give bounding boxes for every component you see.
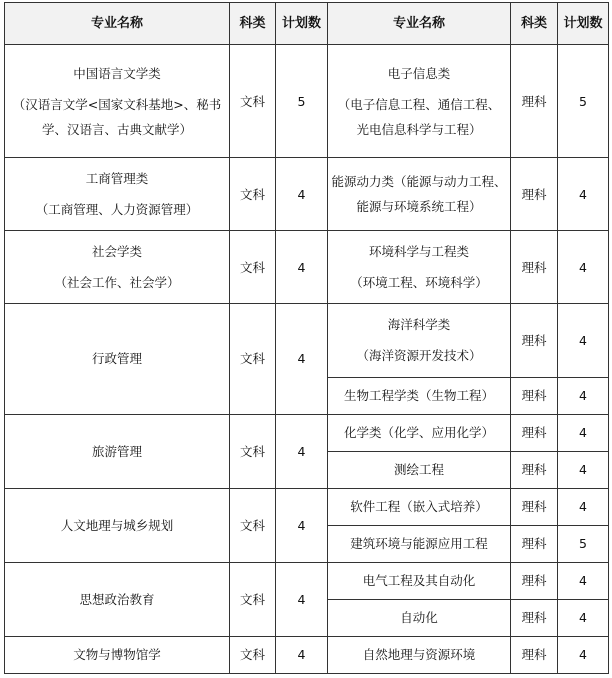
- major-cell: 软件工程（嵌入式培养）: [328, 488, 511, 525]
- major-cell: [5, 231, 230, 304]
- category-cell: 理科: [511, 158, 558, 231]
- category-cell: 文科: [230, 45, 276, 158]
- count-cell: 4: [558, 599, 609, 636]
- major-cell: 人文地理与城乡规划: [5, 488, 230, 562]
- category-cell: 文科: [230, 488, 276, 562]
- category-cell: 理科: [511, 414, 558, 451]
- category-cell: 理科: [511, 488, 558, 525]
- major-subjects: （汉语言文学<国家文科基地>、秘书: [12, 96, 222, 112]
- header-category-left: 科类: [230, 3, 276, 45]
- category-cell: 理科: [511, 45, 558, 158]
- major-cell: 文物与博物馆学: [5, 636, 230, 673]
- major-cell: 思想政治教育: [5, 562, 230, 636]
- count-cell: 4: [276, 488, 328, 562]
- count-cell: 4: [558, 414, 609, 451]
- header-category-right: 科类: [511, 3, 558, 45]
- header-major-name-right: 专业名称: [328, 3, 511, 45]
- table-row: [5, 414, 609, 451]
- count-cell: 4: [276, 562, 328, 636]
- major-cell: 电气工程及其自动化: [328, 562, 511, 599]
- count-cell: 4: [558, 158, 609, 231]
- category-cell: 文科: [230, 158, 276, 231]
- major-cell: [328, 231, 511, 304]
- count-cell: 4: [276, 414, 328, 488]
- major-name: 中国语言文学类: [73, 65, 161, 81]
- count-cell: 5: [558, 45, 609, 158]
- count-cell: 4: [276, 231, 328, 304]
- table-row: [5, 45, 609, 158]
- header-plan-count-left: 计划数: [276, 3, 328, 45]
- table-row: [5, 562, 609, 599]
- major-cell: 行政管理: [5, 304, 230, 414]
- major-name: 环境科学与工程类: [368, 244, 469, 260]
- category-cell: 理科: [511, 525, 558, 562]
- count-cell: 4: [558, 231, 609, 304]
- major-name: 电子信息类: [387, 65, 451, 81]
- major-subjects: 学、汉语言、古典文献学）: [41, 121, 192, 137]
- category-cell: 文科: [230, 304, 276, 414]
- category-cell: 理科: [511, 451, 558, 488]
- header-plan-count-right: 计划数: [558, 3, 609, 45]
- table-row: [5, 636, 609, 673]
- major-cell: [328, 45, 511, 158]
- category-cell: 理科: [511, 636, 558, 673]
- count-cell: 5: [558, 525, 609, 562]
- enrollment-plan-table: [4, 2, 609, 674]
- category-cell: 理科: [511, 599, 558, 636]
- major-cell: [328, 158, 511, 231]
- count-cell: 4: [276, 636, 328, 673]
- major-cell: 自然地理与资源环境: [328, 636, 511, 673]
- major-subjects: （海洋资源开发技术）: [356, 348, 482, 364]
- major-subjects: （环境工程、环境科学）: [350, 275, 488, 291]
- major-name: 海洋科学类: [387, 317, 451, 333]
- major-cell: [328, 304, 511, 377]
- major-cell: 化学类（化学、应用化学）: [328, 414, 511, 451]
- header-row: [5, 3, 609, 45]
- count-cell: 4: [558, 488, 609, 525]
- table-row: [5, 304, 609, 377]
- major-cell: 自动化: [328, 599, 511, 636]
- count-cell: 4: [276, 304, 328, 414]
- category-cell: 理科: [511, 377, 558, 414]
- category-cell: 文科: [230, 414, 276, 488]
- major-cell: 建筑环境与能源应用工程: [328, 525, 511, 562]
- header-major-name-left: 专业名称: [5, 3, 230, 45]
- count-cell: 4: [558, 636, 609, 673]
- major-cell: 测绘工程: [328, 451, 511, 488]
- count-cell: 4: [558, 451, 609, 488]
- major-subjects: 能源与环境系统工程）: [356, 199, 482, 215]
- count-cell: 4: [558, 377, 609, 414]
- major-name: 社会学类: [91, 244, 142, 260]
- major-subjects: （电子信息工程、通信工程、: [337, 96, 501, 112]
- major-cell: 旅游管理: [5, 414, 230, 488]
- table-row: [5, 231, 609, 304]
- category-cell: 理科: [511, 562, 558, 599]
- category-cell: 文科: [230, 231, 276, 304]
- major-name: 工商管理类: [85, 171, 149, 187]
- table-row: [5, 158, 609, 231]
- table-row: [5, 488, 609, 525]
- category-cell: 理科: [511, 231, 558, 304]
- major-cell: 生物工程学类（生物工程）: [328, 377, 511, 414]
- major-cell: [5, 158, 230, 231]
- category-cell: 文科: [230, 562, 276, 636]
- count-cell: 5: [276, 45, 328, 158]
- major-subjects: （社会工作、社会学）: [54, 275, 180, 291]
- count-cell: 4: [558, 304, 609, 377]
- major-name: 能源动力类（能源与动力工程、: [331, 174, 507, 190]
- major-cell: [5, 45, 230, 158]
- major-subjects: 光电信息科学与工程）: [356, 121, 482, 137]
- count-cell: 4: [276, 158, 328, 231]
- category-cell: 理科: [511, 304, 558, 377]
- category-cell: 文科: [230, 636, 276, 673]
- major-subjects: （工商管理、人力资源管理）: [35, 202, 199, 218]
- count-cell: 4: [558, 562, 609, 599]
